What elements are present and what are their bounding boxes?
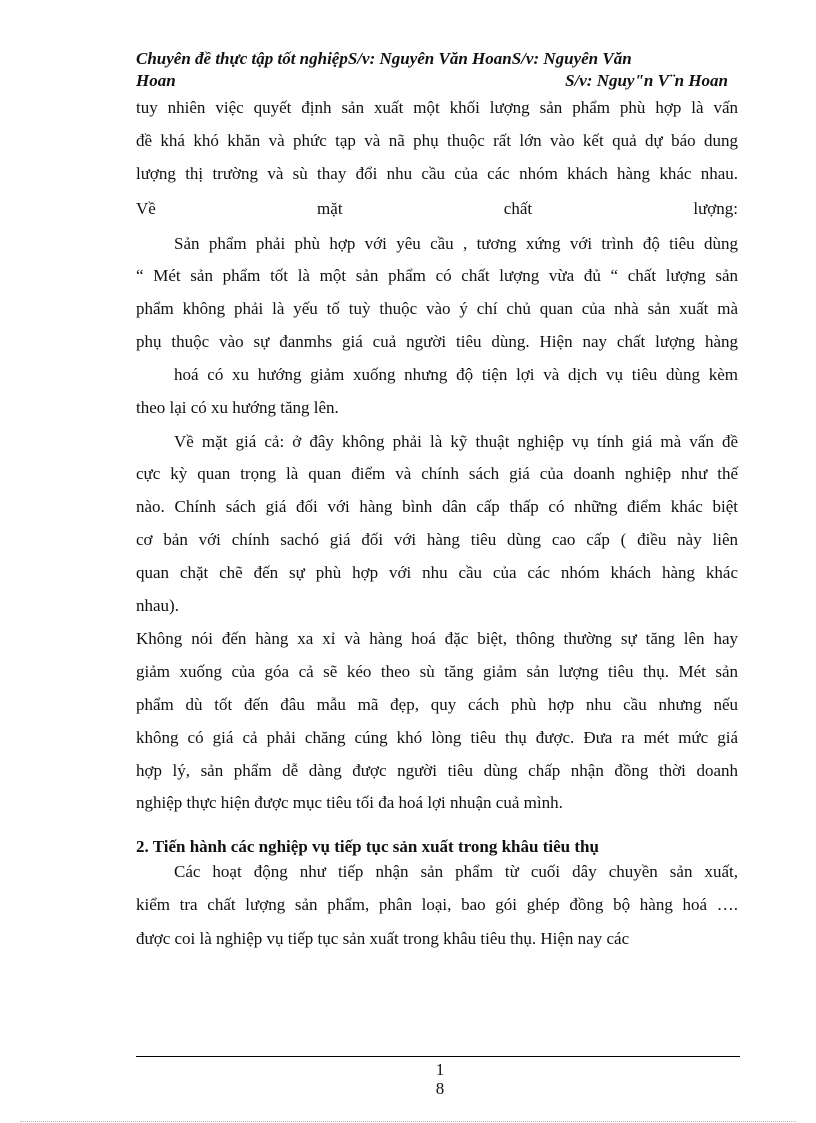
body-line: quan chặt chẽ đến sự phù hợp với nhu cầu của các nhóm khách hàng khác (136, 563, 738, 582)
body-line: phụ thuộc vào sự đanmhs giá cuả người tiêu dùng. Hiện nay chất lượng hàng (136, 332, 738, 351)
body-line: phẩm không phải là yếu tố tuỳ thuộc vào ý chí chủ quan của nhà sản xuất mà (136, 299, 738, 318)
body-line: kiểm tra chất lượng sản phẩm, phân loại, bao gói ghép đồng bộ hàng hoá …. (136, 895, 738, 914)
body-line: nhau). (136, 596, 179, 615)
running-header-line2 (136, 71, 736, 91)
running-header-right: S/v: Nguy"n V¨n Hoan (565, 71, 728, 90)
body-line: nghiệp thực hiện được mục tiêu tối đa hoá lợi nhuận cuả mình. (136, 793, 563, 812)
body-line: không có giá cả phải chăng cúng khó lòng tiêu thụ được. Đưa ra mét mức giá (136, 728, 738, 747)
body-line: lượng thị trường và sù thay đổi nhu cầu của các nhóm khách hàng khác nhau. (136, 164, 738, 183)
body-line: nào. Chính sách giá đối với hàng bình dân cấp thấp có những điểm khác biệt (136, 497, 738, 516)
subheading-quality: Về mặt chất lượng: (136, 199, 738, 218)
running-header-left: Hoan (136, 71, 176, 90)
body-line: đề khá khó khăn và phức tạp và nã phụ thuộc rất lớn vào kết quả dự báo dung (136, 131, 738, 150)
body-line: “ Mét sản phẩm tốt là một sản phẩm có chất lượng vừa đủ “ chất lượng sản (136, 266, 738, 285)
page-bottom-dotted-edge (20, 1121, 796, 1122)
body-line: tuy nhiên việc quyết định sản xuất một khối lượng sản phẩm phù hợp là vấn (136, 98, 738, 117)
body-line: Các hoạt động như tiếp nhận sản phẩm từ cuối dây chuyền sản xuất, (174, 862, 738, 881)
footer-rule (136, 1056, 740, 1057)
body-line: Không nói đến hàng xa xỉ và hàng hoá đặc biệt, thông thường sự tăng lên hay (136, 629, 738, 648)
body-line: giảm xuống của góa cả sẽ kéo theo sù tăng giảm sản lượng tiêu thụ. Mét sản (136, 662, 738, 681)
body-line: cơ bản với chính sachó giá đối với hàng tiêu dùng cao cấp ( điều này liên (136, 530, 738, 549)
body-line: phẩm dù tốt đến đâu mẫu mã đẹp, quy cách phù hợp nhu cầu nhưng nếu (136, 695, 738, 714)
page-number-part2: 8 (435, 1079, 445, 1098)
body-line: cực kỳ quan trọng là quan điểm và chính sách giá của doanh nghiệp như thế (136, 464, 738, 483)
body-line: theo lại có xu hướng tăng lên. (136, 398, 339, 417)
section-heading: 2. Tiến hành các nghiệp vụ tiếp tục sản xuất trong khâu tiêu thụ (136, 837, 599, 856)
body-line: hợp lý, sản phẩm dễ dàng được người tiêu dùng chấp nhận đồng thời doanh (136, 761, 738, 780)
page-number-part1: 1 (435, 1060, 445, 1079)
body-line: Sản phẩm phải phù hợp với yêu cầu , tương xứng với trình độ tiêu dùng (174, 234, 738, 253)
body-line: Về mặt giá cả: ở đây không phải là kỹ thuật nghiệp vụ tính giá mà vấn đề (174, 432, 738, 451)
body-line: được coi là nghiệp vụ tiếp tục sản xuất trong khâu tiêu thụ. Hiện nay các (136, 929, 630, 948)
running-header-line1: Chuyên đề thực tập tốt nghiệpS/v: Nguyên Văn HoanS/v: Nguyên Văn (136, 49, 632, 68)
body-line: hoá có xu hướng giảm xuống nhưng độ tiện lợi và dịch vụ tiêu dùng kèm (174, 365, 738, 384)
